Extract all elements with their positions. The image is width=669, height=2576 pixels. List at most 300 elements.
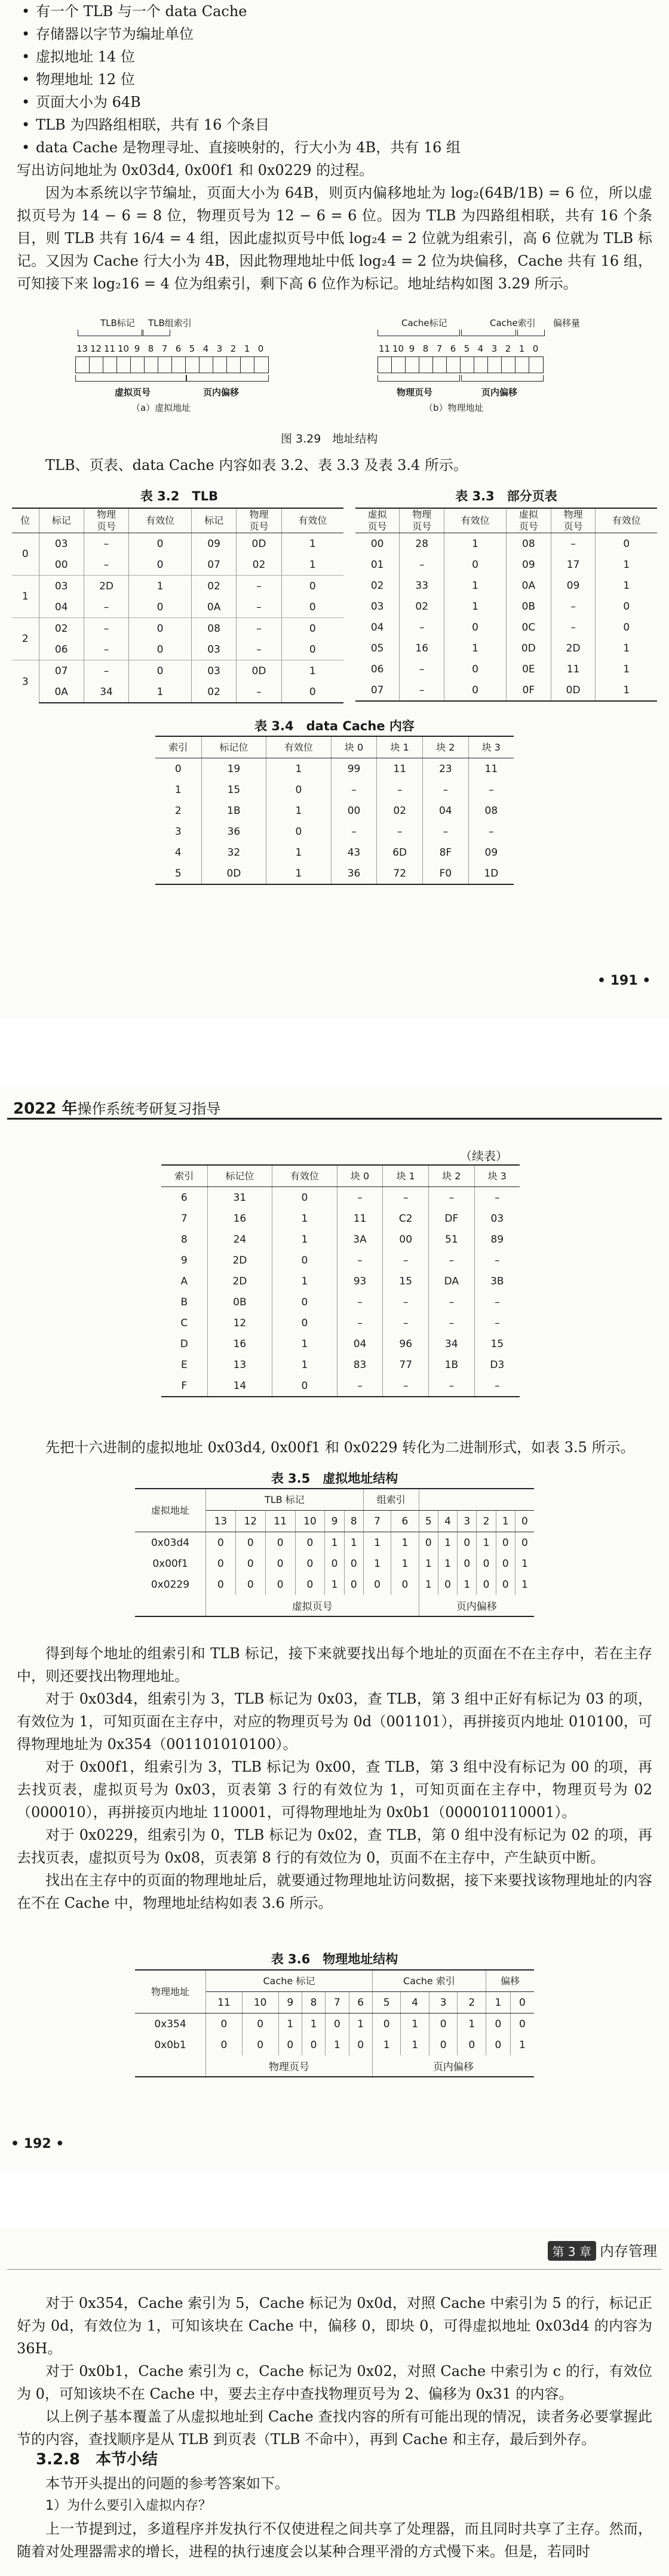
- bit-cell: 0: [510, 2014, 534, 2035]
- table-cell: 0D: [551, 680, 596, 701]
- table-cell: 5: [155, 863, 201, 884]
- table-cell: 1: [596, 680, 657, 701]
- bit-number: 9: [409, 343, 415, 354]
- table-cell: –: [429, 1292, 475, 1312]
- bit-cell: 0: [438, 1574, 457, 1595]
- paragraph: 先把十六进制的虚拟地址 0x03d4, 0x00f1 和 0x0229 转化为二进制形式，如表 3.5 所示。: [45, 1439, 635, 1456]
- table-cell: 1: [444, 533, 507, 555]
- bit-cell: 0: [486, 2014, 511, 2035]
- bit-divider: [226, 357, 227, 373]
- table-cell: 0: [266, 821, 332, 842]
- table-row: [12, 681, 343, 703]
- table-cell: –: [474, 1375, 520, 1397]
- bit-cell: 0: [429, 2014, 458, 2035]
- table-row: [161, 1312, 520, 1333]
- bit-cell: 0: [496, 1553, 515, 1574]
- bit-cell: 0: [235, 1553, 265, 1574]
- table-header-cell: 组索引: [363, 1489, 419, 1511]
- table-footer-row: [135, 1595, 534, 1616]
- bit-number: 7: [161, 343, 168, 354]
- table-cell: –: [400, 554, 444, 575]
- bit-number: 9: [278, 1992, 302, 2014]
- table-cell: 03: [39, 576, 84, 597]
- table-cell: 32: [201, 842, 266, 863]
- bit-cell: 1: [391, 1532, 419, 1554]
- table-cell: 0B: [506, 596, 551, 617]
- table-cell: –: [400, 617, 444, 638]
- table-cell: 43: [331, 842, 377, 863]
- address-cell: 0x0229: [135, 1574, 206, 1595]
- bullet-item: • 有一个 TLB 与一个 data Cache: [17, 0, 652, 23]
- bit-number: 10: [242, 1992, 278, 2014]
- table-cell: 01: [355, 554, 400, 575]
- table-page-table: [355, 508, 657, 702]
- bit-number: 3: [491, 343, 498, 354]
- table-row: [355, 533, 657, 555]
- table-cell: –: [237, 597, 281, 618]
- table-cell: –: [468, 779, 514, 800]
- table-cell: 72: [377, 863, 423, 884]
- table-cell: [135, 1595, 206, 1616]
- table-cell: –: [474, 1312, 520, 1333]
- tlb-tag-label: TLB标记: [100, 318, 135, 328]
- page-number: • 192 •: [11, 2137, 65, 2151]
- table-header-cell: 块 2: [429, 1165, 475, 1187]
- table-cell: –: [383, 1250, 429, 1271]
- table-row: [161, 1229, 520, 1250]
- bit-number: 2: [230, 343, 237, 354]
- bit-number: 9: [134, 343, 140, 354]
- table-header-cell: 物理 页号: [84, 508, 128, 533]
- pa-box: [378, 356, 544, 373]
- table-cell: –: [337, 1187, 383, 1209]
- table-cell: 07: [191, 554, 236, 576]
- table-cell: 0: [281, 639, 343, 660]
- table-header-row: [12, 508, 343, 533]
- bit-number: 7: [436, 343, 443, 354]
- table-cell: 0E: [506, 659, 551, 680]
- bit-number: 1: [244, 343, 250, 354]
- bit-number: 4: [438, 1511, 457, 1532]
- table-row: [12, 618, 343, 640]
- table-cell: 00: [331, 800, 377, 821]
- bit-divider: [405, 357, 406, 373]
- table-header-cell: 虚拟 页号: [355, 508, 400, 533]
- bit-cell: 1: [363, 1553, 391, 1574]
- table-cell: 0D: [237, 533, 281, 555]
- bit-cell: 0: [496, 1574, 515, 1595]
- table-cell: 0C: [506, 617, 551, 638]
- page-gap: [0, 2171, 669, 2227]
- table-cell: –: [383, 1312, 429, 1333]
- bullet-item: • 页面大小为 64B: [17, 91, 652, 113]
- bullet-item: • 存储器以字节为编址单位: [17, 23, 652, 45]
- page-number: • 191 •: [597, 973, 651, 988]
- bit-number: 7: [326, 1992, 349, 2014]
- table-row: [161, 1271, 520, 1292]
- bit-divider: [171, 357, 172, 373]
- table-header-cell: Cache 标记: [206, 1970, 373, 1992]
- text-block: [17, 1436, 652, 1459]
- table-cell: 0D: [237, 660, 281, 682]
- table-cell: 0: [272, 1187, 337, 1209]
- table-cell: 0: [129, 639, 192, 660]
- bit-number: 3: [429, 1992, 458, 2014]
- table-row: [355, 554, 657, 575]
- table-cell: 28: [400, 533, 444, 555]
- table-cell: –: [468, 821, 514, 842]
- bit-number: 0: [510, 1992, 534, 2014]
- table-header-cell: 标记位: [201, 736, 266, 758]
- address-cell: 0x00f1: [135, 1553, 206, 1574]
- bit-cell: 1: [326, 2034, 349, 2055]
- table-header-row: [161, 1165, 520, 1187]
- bit-number: 11: [206, 1992, 243, 2014]
- table-cell: 15: [474, 1333, 520, 1354]
- table-cell: 1: [596, 575, 657, 596]
- table-row: [135, 1532, 534, 1554]
- bit-cell: 0: [458, 1532, 477, 1554]
- table-cell: 0: [129, 554, 192, 576]
- table-cell: 0F: [506, 680, 551, 701]
- table-cell: –: [237, 618, 281, 640]
- bit-number: 4: [477, 343, 484, 354]
- table-row: [135, 2014, 534, 2035]
- table-header-cell: 位: [12, 508, 39, 533]
- table-row: [12, 639, 343, 660]
- bit-cell: 1: [344, 1532, 363, 1554]
- table-cell: –: [423, 779, 469, 800]
- bit-number: 4: [202, 343, 209, 354]
- bit-number: 3: [216, 343, 223, 354]
- paragraph: TLB、页表、data Cache 内容如表 3.2、表 3.3 及表 3.4 所示。: [45, 457, 468, 474]
- running-header: [0, 1087, 669, 1123]
- table-cell: F0: [423, 863, 469, 884]
- bit-cell: 0: [391, 1574, 419, 1595]
- table-row: [12, 533, 343, 555]
- table-cell: –: [383, 1375, 429, 1397]
- table-row: [355, 575, 657, 596]
- table-cell: 1B: [429, 1354, 475, 1375]
- table-cell: 89: [474, 1229, 520, 1250]
- table-header-cell: 有效位: [272, 1165, 337, 1187]
- table-header-cell: 物理地址: [135, 1970, 206, 2014]
- bit-number: 13: [76, 343, 88, 354]
- bit-cell: 0: [206, 2014, 243, 2035]
- bullet-list: [17, 0, 652, 295]
- offset-label: 偏移量: [553, 318, 581, 328]
- bit-cell: 1: [438, 1532, 457, 1554]
- table-cell: –: [429, 1375, 475, 1397]
- table-cell: 0A: [191, 597, 236, 618]
- table-header-cell: 标记: [191, 508, 236, 533]
- table-cell: 0: [272, 1250, 337, 1271]
- table-cell: 1: [272, 1229, 337, 1250]
- bit-divider: [116, 357, 117, 373]
- bit-divider: [144, 357, 145, 373]
- bit-cell: 0: [419, 1532, 438, 1554]
- table-cell: –: [84, 597, 128, 618]
- chapter-name: 内存管理: [600, 2243, 657, 2260]
- table-cell: –: [474, 1187, 520, 1209]
- table-cell: 16: [207, 1208, 272, 1229]
- bit-cell: 0: [295, 1532, 325, 1554]
- vpn-bracket: [75, 375, 186, 382]
- table-cell: 15: [201, 779, 266, 800]
- table-cell: –: [84, 639, 128, 660]
- bit-cell: 0: [206, 2034, 243, 2055]
- bit-number: 11: [265, 1511, 295, 1532]
- table-3-5-title: 表 3.5 虚拟地址结构: [271, 1471, 398, 1486]
- address-cell: 0x0b1: [135, 2034, 206, 2055]
- bit-number: 8: [344, 1511, 363, 1532]
- table-cell: 1: [129, 681, 192, 703]
- table-cell: 1: [444, 575, 507, 596]
- bullet-item: • 虚拟地址 14 位: [17, 45, 652, 68]
- table-header-cell: 物理 页号: [551, 508, 596, 533]
- page-gap: [0, 1018, 669, 1087]
- table-header-cell: [419, 1489, 534, 1511]
- table-cell: 3A: [337, 1229, 383, 1250]
- table-cell: –: [474, 1292, 520, 1312]
- bit-number: 2: [505, 343, 511, 354]
- bit-cell: 0: [278, 2034, 302, 2055]
- paragraph: 对于 0x03d4，组索引为 3，TLB 标记为 0x03，查 TLB，第 3 组中正好有标记为 03 的项，有效位为 1，可知页面在主存中，对应的物理页号为 0d（001101），再拼接页内地址 010100，可得物理地址为 0x354（001101010100）。: [17, 1690, 652, 1753]
- bit-number: 2: [477, 1511, 496, 1532]
- bit-cell: 1: [438, 1553, 457, 1574]
- bit-number: 1: [518, 343, 525, 354]
- table-cell: 1: [12, 576, 39, 618]
- bit-cell: 1: [372, 2034, 401, 2055]
- figure-caption: 图 3.29 地址结构: [281, 432, 378, 445]
- table-cell: 09: [551, 575, 596, 596]
- table-cell: C: [161, 1312, 207, 1333]
- bit-cell: 0: [344, 1574, 363, 1595]
- bit-divider: [487, 357, 488, 373]
- table-row: [161, 1187, 520, 1209]
- table-cell: 16: [207, 1333, 272, 1354]
- footer-cell: 页内偏移: [372, 2055, 534, 2077]
- table-cell: 13: [207, 1354, 272, 1375]
- table-cell: 0: [281, 681, 343, 703]
- text-block: [17, 454, 652, 477]
- table-cell: 2D: [207, 1271, 272, 1292]
- bit-number: 13: [206, 1511, 236, 1532]
- bit-number: 9: [325, 1511, 344, 1532]
- table-cell: 00: [355, 533, 400, 555]
- bit-cell: 1: [477, 1532, 496, 1554]
- bit-number: 6: [175, 343, 182, 354]
- bit-number: 12: [90, 343, 102, 354]
- table-row: [155, 800, 514, 821]
- tlb-index-label: TLB组索引: [148, 318, 192, 328]
- bullet-item: • TLB 为四路组相联，共有 16 个条目: [17, 113, 652, 136]
- offset-bracket: [517, 330, 545, 336]
- table-cell: 04: [39, 597, 84, 618]
- bit-divider: [432, 357, 433, 373]
- table-cell: 11: [337, 1208, 383, 1229]
- table-cell: 0: [444, 617, 507, 638]
- bullet-item: • 物理地址 12 位: [17, 68, 652, 91]
- bit-divider: [391, 357, 392, 373]
- bit-cell: 0: [265, 1574, 295, 1595]
- table-cell: 93: [337, 1271, 383, 1292]
- bit-cell: 0: [302, 2034, 325, 2055]
- table-header-cell: 偏移: [486, 1970, 534, 1992]
- table-cell: 02: [191, 681, 236, 703]
- bullet-item: • data Cache 是物理寻址、直接映射的，行大小为 4B，共有 16 组: [17, 136, 652, 159]
- bit-cell: 0: [486, 2034, 511, 2055]
- address-cell: 0x03d4: [135, 1532, 206, 1554]
- bit-number: 0: [532, 343, 539, 354]
- table-cell: 1: [281, 660, 343, 682]
- footer-cell: 虚拟页号: [206, 1595, 419, 1616]
- va-bit-numbers: [75, 343, 268, 354]
- table-cell: –: [337, 1292, 383, 1312]
- table-cell: 03: [474, 1208, 520, 1229]
- table-cell: 3: [155, 821, 201, 842]
- table-row: [155, 779, 514, 800]
- table-header-cell: 索引: [161, 1165, 207, 1187]
- table-cell: –: [400, 680, 444, 701]
- table-cell: 1D: [468, 863, 514, 884]
- footer-cell: 物理页号: [206, 2055, 373, 2077]
- bit-number: 5: [464, 343, 470, 354]
- ppn-label: 物理页号: [397, 387, 433, 398]
- bit-cell: 0: [206, 1532, 236, 1554]
- table-header-cell: 块 3: [468, 736, 514, 758]
- table-cell: 7: [161, 1208, 207, 1229]
- bit-cell: 1: [419, 1553, 438, 1574]
- bit-divider: [89, 357, 90, 373]
- ppn-bracket: [378, 375, 460, 382]
- bit-cell: 0: [325, 1553, 344, 1574]
- table-cell: 4: [155, 842, 201, 863]
- vpo-label: 页内偏移: [203, 387, 240, 398]
- bit-number: 11: [103, 343, 116, 354]
- table-cell: D3: [474, 1354, 520, 1375]
- table-cell: 1: [266, 800, 332, 821]
- address-cell: 0x354: [135, 2014, 206, 2035]
- table-header-cell: 有效位: [281, 508, 343, 533]
- vpn-label: 虚拟页号: [115, 387, 151, 398]
- table-cell: 02: [400, 596, 444, 617]
- bit-divider: [501, 357, 502, 373]
- bit-number: 5: [419, 1511, 438, 1532]
- table-cell: 05: [355, 638, 400, 659]
- pa-bit-numbers: [378, 343, 542, 354]
- table-cell: 0: [272, 1292, 337, 1312]
- table-cell: 0: [281, 576, 343, 597]
- table-cell: [135, 2055, 206, 2077]
- table-cell: 9: [161, 1250, 207, 1271]
- table-cell: 02: [377, 800, 423, 821]
- table-cell: 0: [12, 533, 39, 576]
- table-cell: 15: [383, 1271, 429, 1292]
- table-cell: 1: [155, 779, 201, 800]
- bit-cell: 1: [302, 2014, 325, 2035]
- table-cell: 1: [444, 596, 507, 617]
- table-cell: 1: [444, 638, 507, 659]
- table-row: [161, 1250, 520, 1271]
- table-cell: 3: [12, 660, 39, 703]
- bit-cell: 1: [515, 1553, 534, 1574]
- table-cell: 12: [207, 1312, 272, 1333]
- table-3-4-title: 表 3.4 data Cache 内容: [254, 719, 415, 733]
- ppo-bracket: [461, 375, 544, 382]
- table-cell: –: [429, 1312, 475, 1333]
- cache-tag-label: Cache标记: [401, 318, 447, 328]
- table-cell: 11: [468, 758, 514, 780]
- table-cell: 00: [39, 554, 84, 576]
- table-row: [161, 1208, 520, 1229]
- bit-cell: 1: [363, 1532, 391, 1554]
- table-header-cell: Cache 索引: [372, 1970, 486, 1992]
- intro-line: 写出访问地址为 0x03d4, 0x00f1 和 0x0229 的过程。: [17, 162, 374, 179]
- table-cell: 6D: [377, 842, 423, 863]
- table-cell: –: [551, 617, 596, 638]
- paragraph: 对于 0x0b1，Cache 索引为 c，Cache 标记为 0x02，对照 Cache 中索引为 c 的行，有效位为 0，可知该块不在 Cache 中，要去主存中查找物理页号为 2、偏移为 0x31 的内容。: [17, 2363, 652, 2402]
- table-row: [161, 1375, 520, 1397]
- table-cell: 0: [129, 618, 192, 640]
- table-header-cell: TLB 标记: [206, 1489, 364, 1511]
- paragraph: 得到每个地址的组索引和 TLB 标记，接下来就要找出每个地址的页面在不在主存中，若在主存中，则还要找出物理地址。: [17, 1645, 652, 1684]
- table-header-cell: 块 3: [474, 1165, 520, 1187]
- bit-divider: [199, 357, 200, 373]
- table-cell: 1: [266, 863, 332, 884]
- table-cell: DA: [429, 1271, 475, 1292]
- header-year: 2022 年: [13, 1100, 78, 1118]
- bit-number: 6: [391, 1511, 419, 1532]
- bit-number: 10: [117, 343, 130, 354]
- table-cell: –: [337, 1250, 383, 1271]
- table-cell: 06: [39, 639, 84, 660]
- page-193: [0, 2227, 669, 2576]
- bit-cell: 1: [401, 2034, 429, 2055]
- cache-index-label: Cache索引: [490, 318, 536, 328]
- cache-index-bracket: [461, 330, 516, 336]
- table-cell: 0: [272, 1375, 337, 1397]
- bit-cell: 0: [235, 1532, 265, 1554]
- table-cell: 0: [444, 680, 507, 701]
- page-192: [0, 1087, 669, 2171]
- table-cell: 03: [39, 533, 84, 555]
- table-cell: 1: [281, 533, 343, 555]
- bit-number: 10: [392, 343, 404, 354]
- table-cell: 0A: [39, 681, 84, 703]
- ppo-label: 页内偏移: [481, 387, 518, 398]
- table-3-2-title: 表 3.2 TLB: [140, 489, 219, 503]
- table-cell: 0: [281, 618, 343, 640]
- paragraph: 对于 0x354，Cache 索引为 5，Cache 标记为 0x0d，对照 Cache 中索引为 5 的行，标记正好为 0d，有效位为 1，可知该块在 Cache 中，偏移 0，即块 0，可得虚拟地址 0x03d4 的内容为 36H。: [17, 2295, 652, 2357]
- table-cell: 36: [201, 821, 266, 842]
- bit-cell: 0: [458, 1553, 477, 1574]
- bit-divider: [185, 357, 186, 373]
- table-cell: 0: [155, 758, 201, 780]
- table-cell: –: [237, 681, 281, 703]
- table-cell: 04: [423, 800, 469, 821]
- table-row: [155, 758, 514, 780]
- bit-cell: 1: [401, 2014, 429, 2035]
- table-cell: 19: [201, 758, 266, 780]
- bit-cell: 1: [278, 2014, 302, 2035]
- bit-cell: 0: [206, 1553, 236, 1574]
- table-header-cell: 有效位: [596, 508, 657, 533]
- table-row: [135, 1553, 534, 1574]
- table-cell: C2: [383, 1208, 429, 1229]
- table-row: [355, 596, 657, 617]
- table-cell: 0: [129, 660, 192, 682]
